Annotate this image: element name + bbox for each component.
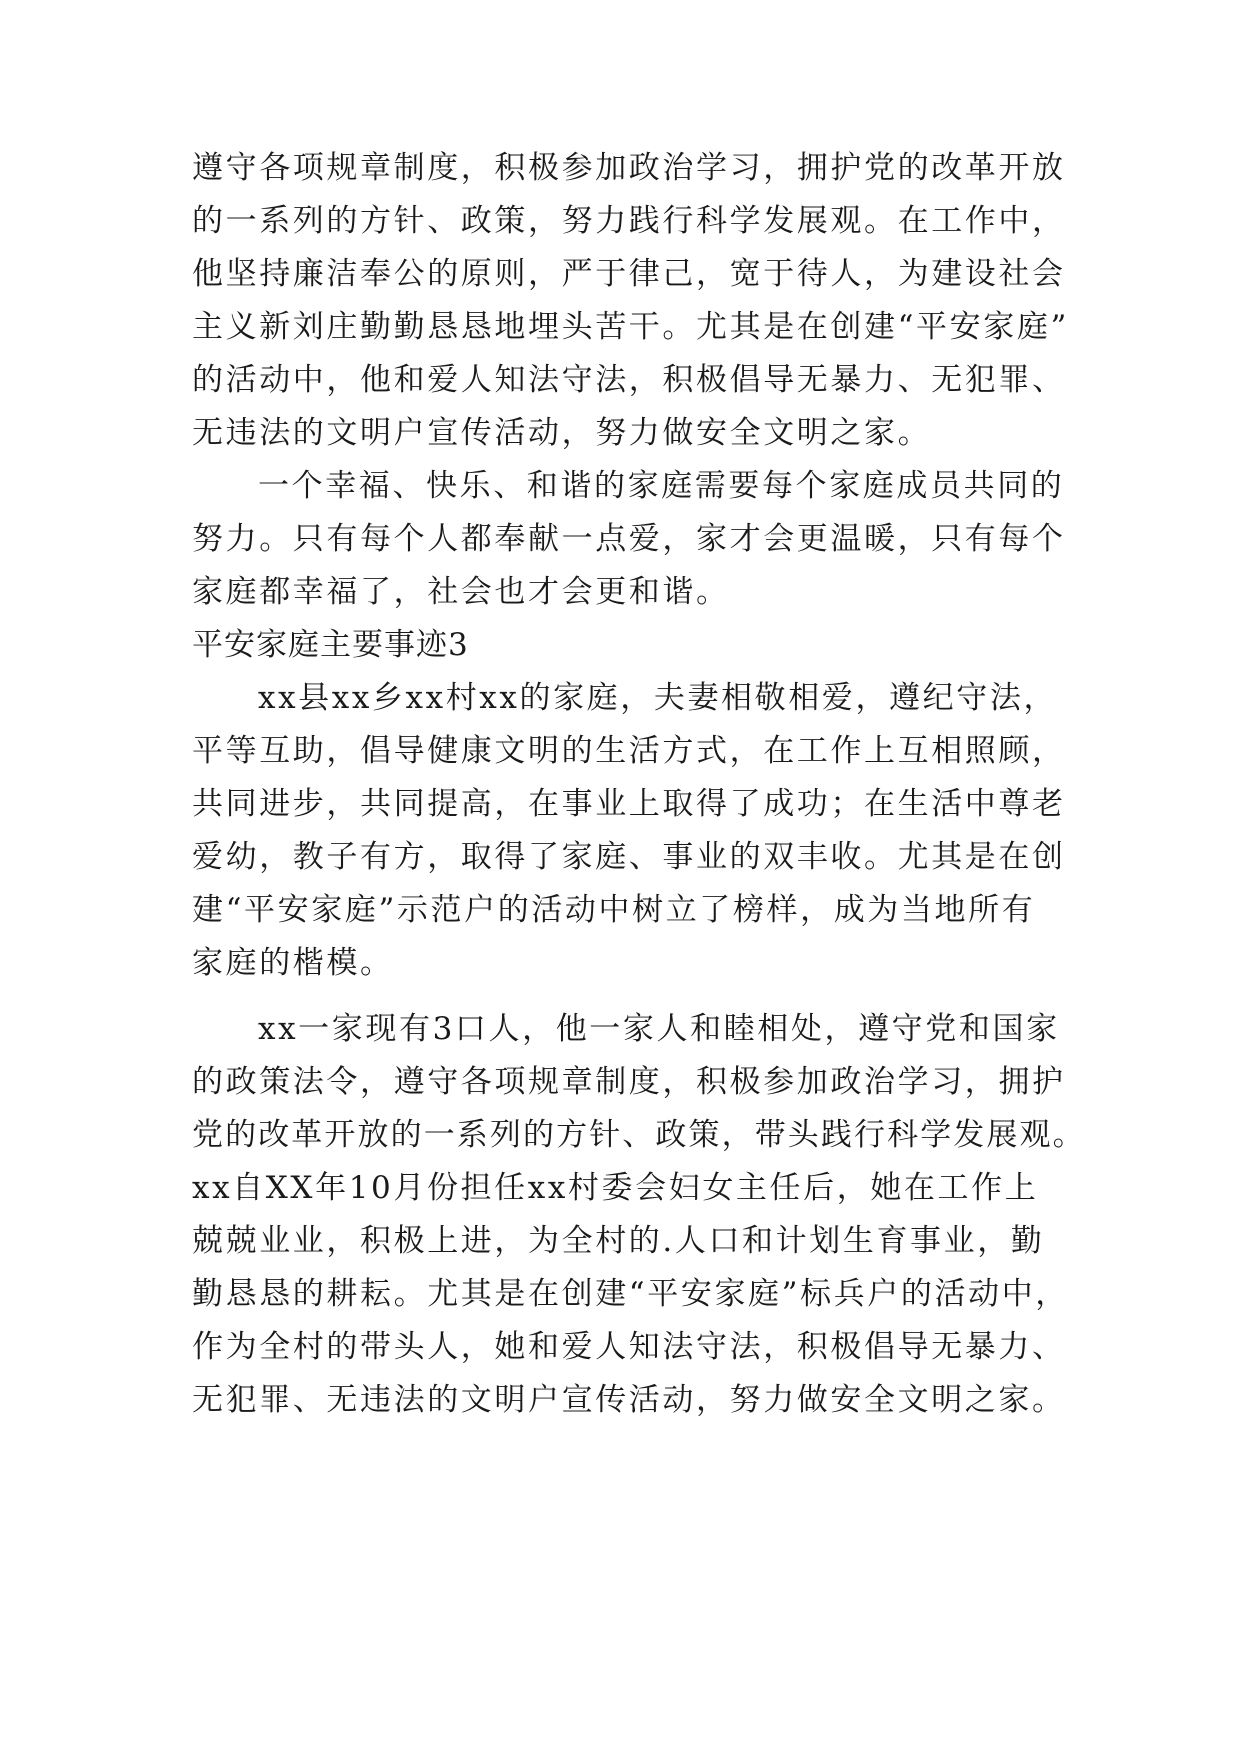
paragraph-1-line-2: 的一系列的方针、政策，努力践行科学发展观。在工作中，: [192, 203, 1066, 239]
paragraph-4-line-3: 党的改革开放的一系列的方针、政策，带头践行科学发展观。: [192, 1117, 1086, 1153]
paragraph-4-line-8: 无犯罪、无违法的文明户宣传活动，努力做安全文明之家。: [192, 1382, 1066, 1418]
paragraph-1-line-1: 遵守各项规章制度，积极参加政治学习，拥护党的改革开放: [192, 150, 1066, 186]
paragraph-1-line-5: 的活动中，他和爱人知法守法，积极倡导无暴力、无犯罪、: [192, 362, 1066, 398]
paragraph-2-line-1: 一个幸福、快乐、和谐的家庭需要每个家庭成员共同的: [258, 468, 1065, 504]
paragraph-4-line-7: 作为全村的带头人，她和爱人知法守法，积极倡导无暴力、: [192, 1329, 1066, 1365]
paragraph-3-line-6: 家庭的楷模。: [192, 945, 394, 981]
paragraph-2-line-2: 努力。只有每个人都奉献一点爱，家才会更温暖，只有每个: [192, 521, 1066, 557]
paragraph-1-line-6: 无违法的文明户宣传活动，努力做安全文明之家。: [192, 415, 932, 451]
paragraph-3-line-2: 平等互助，倡导健康文明的生活方式，在工作上互相照顾，: [192, 733, 1066, 769]
paragraph-4-line-2: 的政策法令，遵守各项规章制度，积极参加政治学习，拥护: [192, 1064, 1066, 1100]
paragraph-3-line-1: xx县xx乡xx村xx的家庭，夫妻相敬相爱，遵纪守法，: [258, 680, 1058, 716]
paragraph-3-line-3: 共同进步，共同提高，在事业上取得了成功；在生活中尊老: [192, 786, 1066, 822]
paragraph-1-line-4: 主义新刘庄勤勤恳恳地埋头苦干。尤其是在创建“平安家庭”: [192, 309, 1069, 345]
paragraph-3-line-4: 爱幼，教子有方，取得了家庭、事业的双丰收。尤其是在创: [192, 839, 1066, 875]
paragraph-1-line-3: 他坚持廉洁奉公的原则，严于律己，宽于待人，为建设社会: [192, 256, 1066, 292]
paragraph-4-line-1: xx一家现有3口人，他一家人和睦相处，遵守党和国家: [258, 1011, 1060, 1047]
section-heading: 平安家庭主要事迹3: [192, 627, 469, 663]
paragraph-4-line-6: 勤恳恳的耕耘。尤其是在创建“平安家庭”标兵户的活动中，: [192, 1276, 1069, 1312]
paragraph-3-line-5: 建“平安家庭”示范户的活动中树立了榜样，成为当地所有: [192, 892, 1036, 928]
paragraph-4-line-4: xx自XX年10月份担任xx村委会妇女主任后，她在工作上: [192, 1170, 1039, 1206]
paragraph-4-line-5: 兢兢业业，积极上进，为全村的.人口和计划生育事业，勤: [192, 1223, 1045, 1259]
paragraph-2-line-3: 家庭都幸福了，社会也才会更和谐。: [192, 574, 730, 610]
